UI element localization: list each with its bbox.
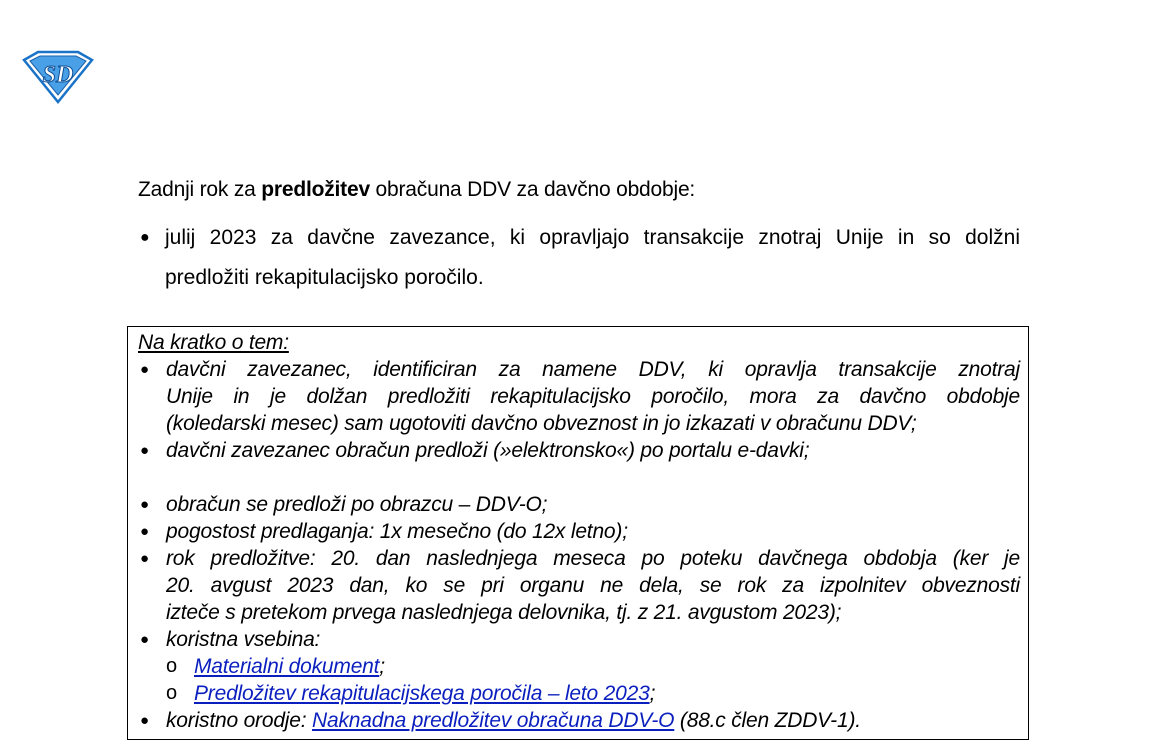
bullet-icon: ●: [140, 229, 150, 246]
link-materialni-dokument[interactable]: Materialni dokument: [194, 655, 380, 678]
logo: [20, 48, 96, 104]
list-item: ● davčni zavezanec obračun predloži (»elektronsko«) po portalu e-davki;: [140, 439, 810, 462]
bullet-icon: ●: [140, 550, 149, 567]
bullet-icon: ●: [140, 361, 149, 378]
box-title: Na kratko o tem:: [138, 331, 289, 354]
circle-bullet-icon: o: [166, 655, 177, 677]
spacer: [138, 464, 1020, 491]
link-rekapitulacijsko-porocilo[interactable]: Predložitev rekapitulacijskega poročila – leto 2023: [194, 682, 650, 705]
list-item: ● rok predložitve: 20. dan naslednjega meseca po poteku davčnega obdobja (ker je 20. avgust 2023 dan, ko se pri organu ne dela, se rok za izpolnitev obveznosti izteče s pretekom prvega naslednjega delovnika, tj. z 21. avgustom 2023);: [140, 547, 1020, 624]
list-item: ● koristna vsebina: o Materialni dokument; o Predložitev rekapitulacijskega poročila – leto 2023;: [138, 626, 1020, 707]
summary-box: [127, 326, 1029, 740]
bullet-icon: ●: [140, 523, 149, 540]
list-item: ● pogostost predlaganja: 1x mesečno (do 12x letno);: [140, 520, 628, 543]
summary-list: [138, 356, 1020, 734]
bullet-icon: ●: [140, 712, 149, 729]
list-item: ● davčni zavezanec, identificiran za namene DDV, ki opravlja transakcije znotraj Unije in je dolžan predložiti rekapitulacijsko poročilo, mora za davčno obdobje (koledarski mesec) sam ugotoviti davčno obveznost in jo izkazati v obračunu DDV;: [140, 358, 1020, 435]
svg-text:SD: SD: [42, 62, 74, 88]
useful-links-list: [166, 653, 1020, 707]
list-item: ● julij 2023 za davčne zavezance, ki opravljajo transakcije znotraj Unije in so dolžni predložiti rekapitulacijsko poročilo.: [138, 218, 1020, 298]
sub-list-item: o Materialni dokument;: [166, 655, 385, 678]
list-item: ● obračun se predloži po obrazcu – DDV-O;: [140, 493, 548, 516]
deadline-list: [138, 218, 1020, 298]
bullet-icon: ●: [140, 631, 149, 648]
sub-list-item: o Predložitev rekapitulacijskega poročila – leto 2023;: [166, 682, 656, 705]
list-item: ● koristno orodje: Naknadna predložitev obračuna DDV-O (88.c člen ZDDV-1).: [140, 709, 861, 732]
intro-text: Zadnji rok za predložitev obračuna DDV za davčno obdobje:: [138, 178, 696, 201]
bullet-icon: ●: [140, 442, 149, 459]
bullet-icon: ●: [140, 496, 149, 513]
circle-bullet-icon: o: [166, 682, 177, 704]
link-naknadna-predlozitev[interactable]: Naknadna predložitev obračuna DDV-O: [312, 709, 675, 732]
intro-bold: predložitev: [261, 178, 370, 201]
